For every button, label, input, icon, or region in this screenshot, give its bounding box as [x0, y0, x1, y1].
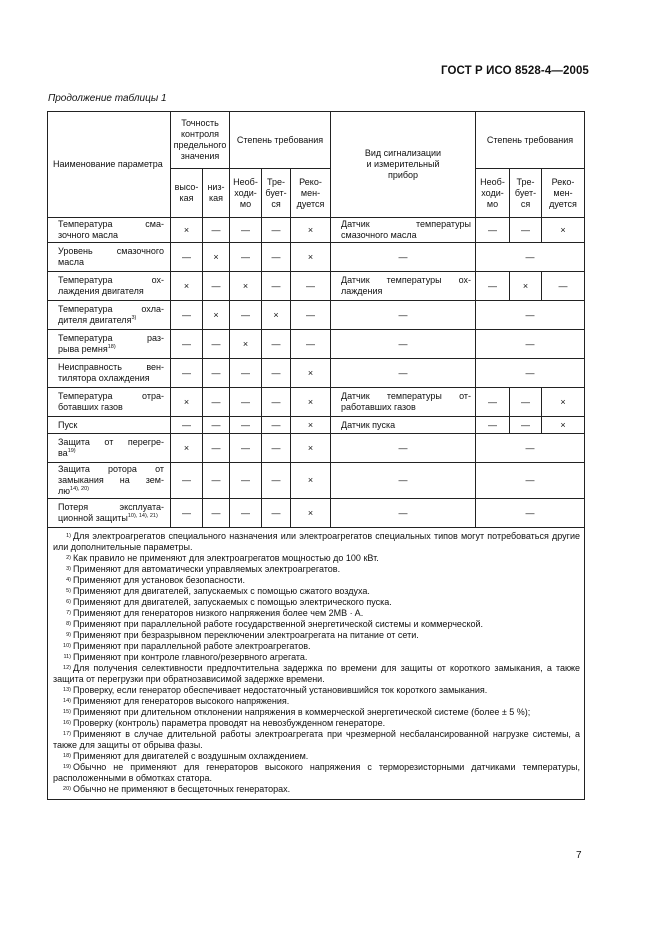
value-cell: — [510, 417, 542, 434]
signal-cell: — [331, 330, 476, 359]
signal-cell: Датчик температуры от- работавших газов [331, 388, 476, 417]
table-continuation-caption: Продолжение таблицы 1 [48, 93, 167, 104]
footnote-item: 12) Для получения селективности предпочтительна задержка по времени для защиты от короткого замыкания, а также защита от перегрузки при обратнозависимой задержке времени. [53, 663, 580, 684]
table-row [48, 330, 585, 359]
value-cell: — [171, 499, 203, 528]
signal-cell: — [331, 359, 476, 388]
value-cell: × [542, 388, 585, 417]
value-cell: × [203, 243, 230, 272]
table-row [48, 301, 585, 330]
value-cell: × [291, 388, 331, 417]
table-row [48, 359, 585, 388]
value-cell: — [171, 417, 203, 434]
header-high: высо- кая [171, 169, 203, 218]
value-cell: × [291, 359, 331, 388]
value-cell: — [230, 301, 262, 330]
value-cell: × [171, 272, 203, 301]
signal-cell: — [331, 463, 476, 499]
value-cell: — [262, 272, 291, 301]
value-cell: — [476, 243, 585, 272]
table-row [48, 434, 585, 463]
value-cell: — [262, 499, 291, 528]
table-row [48, 417, 585, 434]
value-cell: — [262, 434, 291, 463]
param-name-cell: Неисправность вен- тилятора охлаждения [48, 359, 171, 388]
value-cell: × [171, 388, 203, 417]
param-name-cell: Температура охла- дителя двигателя$^{3)}$ [48, 301, 171, 330]
value-cell: — [262, 330, 291, 359]
value-cell: — [476, 330, 585, 359]
value-cell: — [230, 359, 262, 388]
value-cell: — [262, 417, 291, 434]
param-name-cell: Температура отра- ботавших газов [48, 388, 171, 417]
value-cell: — [171, 243, 203, 272]
header-degree-2: Степень требования [476, 112, 585, 169]
header-demanded: Тре- бует- ся [262, 169, 291, 218]
value-cell: × [291, 218, 331, 243]
value-cell: × [171, 218, 203, 243]
footnote-item: 11) Применяют при контроле главного/резервного агрегата. [63, 652, 308, 662]
value-cell: — [203, 417, 230, 434]
header-degree: Степень требования [230, 112, 331, 169]
value-cell: — [262, 243, 291, 272]
value-cell: × [203, 301, 230, 330]
value-cell: — [476, 218, 510, 243]
param-name-cell: Температура раз- рыва ремня$^{18)}$ [48, 330, 171, 359]
signal-cell: — [331, 301, 476, 330]
param-name-cell: Уровень смазочного масла [48, 243, 171, 272]
footnote-item: 4) Применяют для установок безопасности. [66, 575, 246, 585]
footnote-ref: 19) [67, 448, 76, 454]
footnote-item: 8) Применяют при параллельной работе государственной энергетической системы и коммерческой. [66, 619, 484, 629]
footnote-item: 14) Применяют для генераторов высокого напряжения. [63, 696, 290, 706]
footnote-item: 16) Проверку (контроль) параметра проводят на невозбужденном генераторе. [63, 718, 386, 728]
footnote-item: 6) Применяют для двигателей, запускаемых с помощью электрического пуска. [66, 597, 392, 607]
footnotes [48, 528, 585, 800]
table-row [48, 388, 585, 417]
value-cell: — [542, 272, 585, 301]
value-cell: × [291, 434, 331, 463]
footnote-ref: 18) [107, 344, 116, 350]
value-cell: — [476, 272, 510, 301]
value-cell: × [510, 272, 542, 301]
footnote-item: 18) Применяют для двигателей с воздушным охлаждением. [63, 751, 309, 761]
footnote-ref: 3) [131, 315, 137, 321]
param-name-cell: Пуск [48, 417, 171, 434]
value-cell: — [171, 359, 203, 388]
header-recommended: Реко- мен- дуется [291, 169, 331, 218]
value-cell: — [203, 218, 230, 243]
header-required-2: Необ- ходи- мо [476, 169, 510, 218]
value-cell: — [476, 359, 585, 388]
value-cell: — [171, 330, 203, 359]
value-cell: — [203, 434, 230, 463]
footnote-item: 7) Применяют для генераторов низкого напряжения более чем 2MB · A. [66, 608, 364, 618]
footnote-ref: 10), 14), 21) [127, 513, 158, 519]
document-standard-header: ГОСТ Р ИСО 8528-4—2005 [441, 65, 589, 77]
value-cell: — [510, 218, 542, 243]
value-cell: — [510, 388, 542, 417]
value-cell: — [476, 417, 510, 434]
footnote-item: 5) Применяют для двигателей, запускаемых с помощью сжатого воздуха. [66, 586, 370, 596]
value-cell: — [262, 218, 291, 243]
value-cell: — [476, 388, 510, 417]
value-cell: × [291, 417, 331, 434]
value-cell: — [203, 359, 230, 388]
footnote-item: 19) Обычно не применяют для генераторов высокого напряжения с терморезисторными датчиками температуры, расположенными в обмотках статора. [53, 762, 580, 783]
footnote-item: 13) Проверку, если генератор обеспечивает недостаточный установившийся ток короткого замыкания. [63, 685, 488, 695]
value-cell: × [291, 243, 331, 272]
param-name-cell: Температура сма- зочного масла [48, 218, 171, 243]
value-cell: — [230, 434, 262, 463]
value-cell: — [230, 417, 262, 434]
footnote-item: 3) Применяют для автоматически управляемых электроагрегатов. [66, 564, 341, 574]
signal-cell: — [331, 499, 476, 528]
value-cell: × [542, 218, 585, 243]
value-cell: — [203, 499, 230, 528]
value-cell: × [291, 463, 331, 499]
value-cell: — [230, 499, 262, 528]
param-name-cell: Потеря эксплуата- ционной защиты$^{10), 14), 21)}$ [48, 499, 171, 528]
value-cell: — [262, 463, 291, 499]
footnote-ref: 14), 20) [70, 486, 89, 492]
value-cell: — [291, 301, 331, 330]
value-cell: × [542, 417, 585, 434]
footnote-item: 2) Как правило не применяют для электроагрегатов мощностью до 100 кВт. [66, 553, 379, 563]
header-signal-type: Вид сигнализации и измерительный прибор [331, 112, 476, 218]
value-cell: — [291, 330, 331, 359]
footnote-item: 17) Применяют в случае длительной работы электроагрегата при чрезмерной несбалансированной нагрузке системы, а также для защиты от обрыва фазы. [53, 729, 580, 750]
value-cell: — [203, 388, 230, 417]
value-cell: — [476, 499, 585, 528]
signal-cell: Датчик температуры смазочного масла [331, 218, 476, 243]
value-cell: — [476, 434, 585, 463]
value-cell: × [171, 434, 203, 463]
param-name-cell: Защита от перегре- $ва^{19)}$ [48, 434, 171, 463]
value-cell: — [203, 463, 230, 499]
header-param-name: Наименование параметра [48, 112, 171, 218]
table-row [48, 243, 585, 272]
footnote-item: 1) Для электроагрегатов специального назначения или электроагрегатов специальных типов могут потребоваться другие или дополнительные параметры. [53, 531, 580, 552]
value-cell: — [230, 388, 262, 417]
value-cell: — [171, 301, 203, 330]
table-row [48, 272, 585, 301]
value-cell: — [230, 463, 262, 499]
page-number: 7 [576, 850, 582, 861]
signal-cell: Датчик температуры ох- лаждения [331, 272, 476, 301]
header-demanded-2: Тре- бует- ся [510, 169, 542, 218]
value-cell: — [171, 463, 203, 499]
footnote-item: 20) Обычно не применяют в бесщеточных генераторах. [63, 784, 291, 794]
header-accuracy: Точность контроля предельного значения [171, 112, 230, 169]
signal-cell: — [331, 434, 476, 463]
table-row [48, 218, 585, 243]
value-cell: × [291, 499, 331, 528]
table-row [48, 499, 585, 528]
value-cell: — [203, 330, 230, 359]
table-row [48, 463, 585, 499]
value-cell: — [476, 301, 585, 330]
footnote-item: 10) Применяют при параллельной работе электроагрегатов. [63, 641, 311, 651]
value-cell: × [230, 272, 262, 301]
header-low: низ- кая [203, 169, 230, 218]
value-cell: — [230, 243, 262, 272]
param-name-cell: Температура ох- лаждения двигателя [48, 272, 171, 301]
value-cell: × [230, 330, 262, 359]
value-cell: — [291, 272, 331, 301]
footnote-item: 9) Применяют при безразрывном переключении электроагрегата на питание от сети. [66, 630, 419, 640]
footnote-item: 15) Применяют при длительном отклонении напряжения в коммерческой энергетической системе (более ± 5 %); [63, 707, 531, 717]
value-cell: — [203, 272, 230, 301]
signal-cell: — [331, 243, 476, 272]
value-cell: — [476, 463, 585, 499]
value-cell: — [262, 359, 291, 388]
value-cell: × [262, 301, 291, 330]
header-recommended-2: Реко- мен- дуется [542, 169, 585, 218]
header-required: Необ- ходи- мо [230, 169, 262, 218]
value-cell: — [230, 218, 262, 243]
param-name-cell: Защита ротора от замыкания на зем- $лю^{14), 20)}$ [48, 463, 171, 499]
signal-cell: Датчик пуска [331, 417, 476, 434]
parameters-table [47, 111, 585, 800]
value-cell: — [262, 388, 291, 417]
